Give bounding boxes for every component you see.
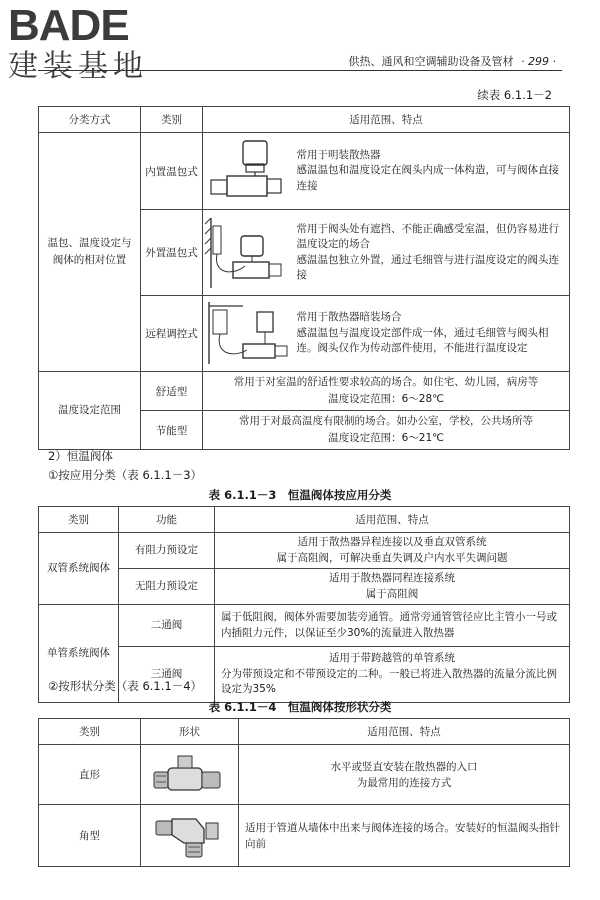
logo-cjk: 建装基地 — [8, 49, 148, 84]
category-cell: 节能型 — [141, 411, 203, 450]
header-function: 功能 — [119, 507, 215, 533]
category-cell: 外置温包式 — [141, 210, 203, 296]
header-category: 类别 — [39, 507, 119, 533]
desc-cell — [215, 647, 570, 703]
header-category: 类别 — [141, 107, 203, 133]
desc-line: 适用于散热器同程连接系统 — [329, 572, 455, 584]
desc-cell — [215, 569, 570, 605]
table-caption: 表 6.1.1－4 恒温阀体按形状分类 — [208, 700, 392, 714]
category-cell: 远程调控式 — [141, 296, 203, 372]
table-6-1-1-3 — [38, 506, 570, 703]
category-cell: 直形 — [39, 745, 141, 805]
angle-valve-icon — [150, 811, 230, 861]
logo — [8, 1, 178, 84]
header-scope: 适用范围、特点 — [215, 507, 570, 533]
desc-cell — [295, 210, 570, 296]
desc-cell — [295, 133, 570, 210]
figure-cell — [203, 133, 295, 210]
desc-line: 适用于带跨越管的单管系统 — [329, 652, 455, 665]
desc-cell — [203, 411, 570, 450]
shape-cell — [141, 745, 239, 805]
desc-cell: 属于低阻阀，阀体外需要加装旁通管。通常旁通管管径应比主管小一号或内插阻力元件，以保证至少30%的流量进入散热器 — [215, 605, 570, 647]
table-caption: 表 6.1.1－3 恒温阀体按应用分类 — [208, 488, 392, 502]
table-6-1-1-4 — [38, 718, 570, 867]
desc-text: 常用于阀头处有遮挡、不能正确感受室温，但仍容易进行温度设定的场合 感温温包独立外置，通过毛细管与进行温度设定的阀头连接 — [296, 222, 559, 281]
desc-line: 属于高阻阀，可解决垂直失调及户内水平失调问题 — [276, 551, 508, 564]
function-cell: 二通阀 — [119, 605, 215, 647]
table-row — [39, 569, 570, 605]
function-cell: 无阻力预设定 — [119, 569, 215, 605]
desc-line: 水平或竖直安装在散热器的入口 — [330, 760, 478, 773]
figure-cell — [203, 210, 295, 296]
valve-remote-sensor-icon — [203, 214, 293, 292]
category-cell: 双管系统阀体 — [39, 533, 119, 605]
table-row — [39, 805, 570, 867]
page-number: · 299 · — [521, 55, 556, 68]
desc-line: 常用于对室温的舒适性要求较高的场合。如住宅、幼儿园，病房等 — [233, 376, 539, 388]
desc-line: 属于高阻阀 — [365, 587, 419, 600]
header-shape: 形状 — [141, 719, 239, 745]
header-scope: 适用范围、特点 — [203, 107, 570, 133]
desc-line: 温度设定范围：6～28℃ — [328, 393, 444, 405]
table-row — [39, 745, 570, 805]
desc-text: 常用于散热器暗装场合 感温温包与温度设定部件成一体，通过毛细管与阀头相连。阀头仅作为传动部件使用，不能进行温度设定 — [296, 311, 549, 355]
desc-text: 常用于明装散热器 感温温包和温度设定在阀头内成一体构造，可与阀体直接连接 — [296, 148, 559, 192]
category-cell: 角型 — [39, 805, 141, 867]
group-label: 温度设定范围 — [39, 372, 141, 450]
function-cell: 有阻力预设定 — [119, 533, 215, 569]
table-6-1-1-2 — [38, 106, 570, 450]
table-row — [39, 133, 570, 210]
desc-line: 分为带预设定和不带预设定的二种。一般已将进入散热器的流量分流比例设定为35% — [221, 667, 557, 696]
desc-line: 适用于散热器异程连接以及垂直双管系统 — [297, 536, 487, 548]
function-cell: 三通阀 — [119, 647, 215, 703]
header-classification: 分类方式 — [39, 107, 141, 133]
category-cell: 单管系统阀体 — [39, 605, 119, 703]
desc-cell: 适用于管道从墙体中出来与阀体连接的场合。安装好的恒温阀头指针向前 — [239, 805, 570, 867]
category-cell: 舒适型 — [141, 372, 203, 411]
header-category: 类别 — [39, 719, 141, 745]
valve-remote-control-icon — [203, 298, 293, 370]
desc-cell — [239, 745, 570, 805]
desc-cell — [295, 296, 570, 372]
category-cell: 内置温包式 — [141, 133, 203, 210]
header-rule — [38, 70, 562, 71]
running-title: 供热、通风和空调辅助设备及管材 — [348, 55, 514, 68]
figure-cell — [203, 296, 295, 372]
subsection-heading: ②按形状分类（表 6.1.1－4） — [48, 679, 203, 693]
desc-cell — [215, 533, 570, 569]
valve-inline-sensor-icon — [203, 136, 293, 206]
desc-line: 常用于对最高温度有限制的场合。如办公室，学校，公共场所等 — [239, 415, 533, 427]
section-heading: 2）恒温阀体 — [48, 449, 113, 463]
desc-line: 温度设定范围：6～21℃ — [328, 432, 444, 444]
subsection-heading: ①按应用分类（表 6.1.1－3） — [48, 468, 203, 482]
table-row — [39, 372, 570, 411]
straight-valve-icon — [150, 752, 230, 798]
table-header-row — [39, 107, 570, 133]
table-header-row — [39, 719, 570, 745]
table-row — [39, 533, 570, 569]
header-scope: 适用范围、特点 — [239, 719, 570, 745]
logo-latin: BADE — [8, 1, 129, 50]
running-header — [349, 53, 556, 69]
desc-cell — [203, 372, 570, 411]
table-row — [39, 605, 570, 647]
shape-cell — [141, 805, 239, 867]
desc-line: 为最常用的连接方式 — [356, 776, 452, 789]
group-label: 温包、温度设定与阀体的相对位置 — [39, 133, 141, 372]
table-header-row — [39, 507, 570, 533]
table-row — [39, 647, 570, 703]
table1-continued-label: 续表 6.1.1－2 — [477, 88, 552, 102]
